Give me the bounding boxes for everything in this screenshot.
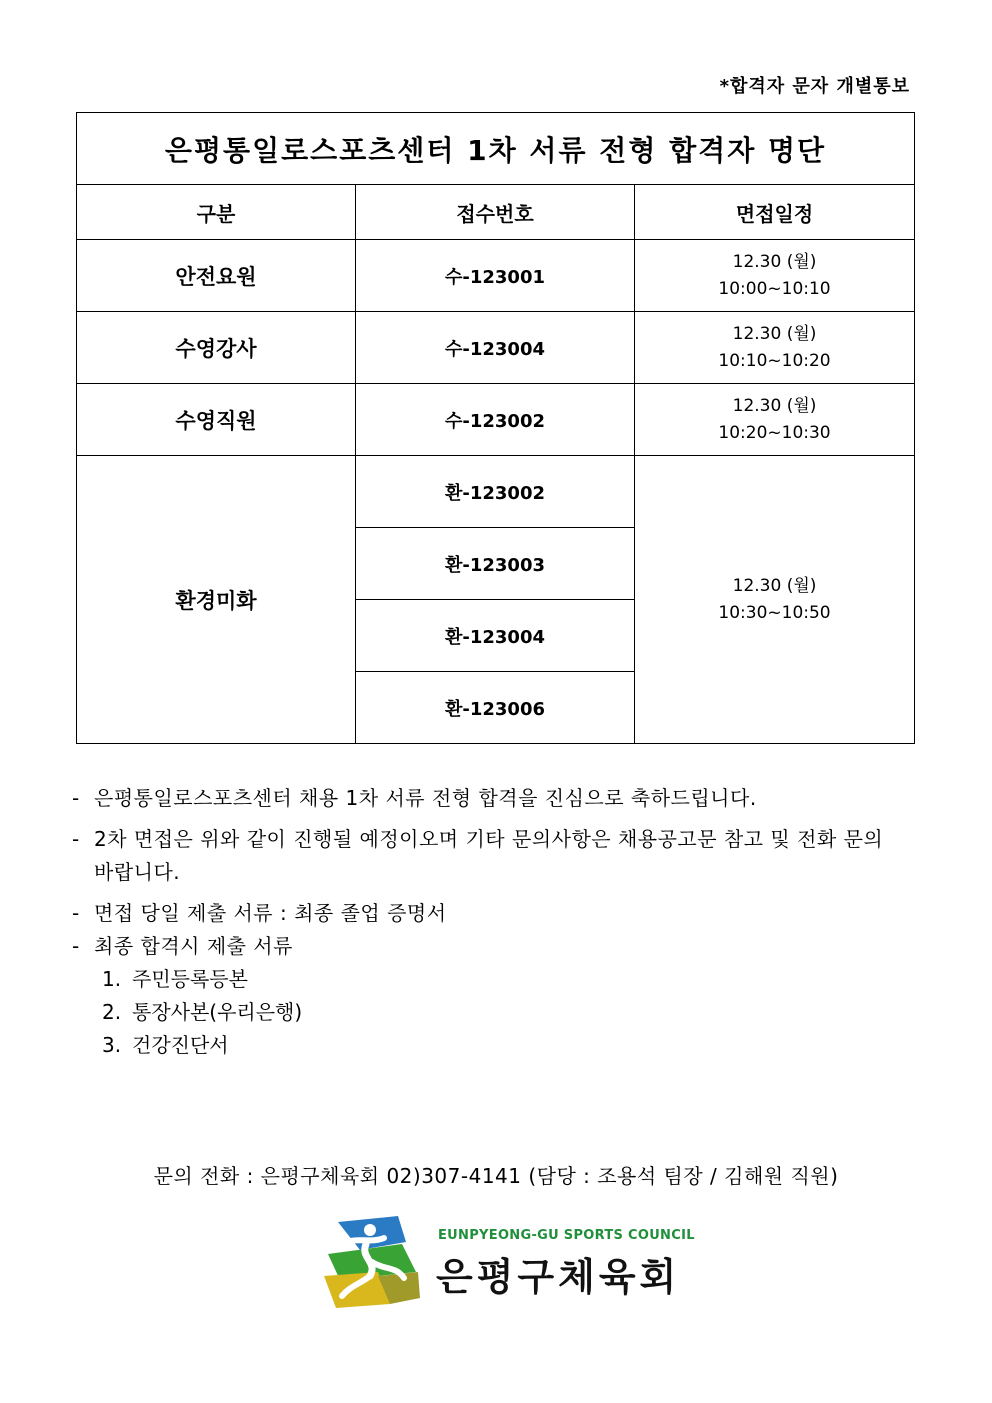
note-dash: - (72, 786, 80, 810)
logo-english: EUNPYEONG-GU SPORTS COUNCIL (438, 1228, 695, 1243)
group-number: 환-123004 (356, 600, 635, 672)
table-title: 은평통일로스포츠센터 1차 서류 전형 합격자 명단 (77, 113, 915, 185)
row-number: 수-123004 (356, 312, 635, 384)
document-number: 1. (102, 967, 122, 991)
documents-list (102, 963, 902, 1062)
schedule-time: 10:10~10:20 (718, 350, 831, 371)
note-text: 은평통일로스포츠센터 채용 1차 서류 전형 합격을 진심으로 축하드립니다. (94, 786, 757, 810)
group-number: 환-123006 (356, 672, 635, 744)
note-item (72, 930, 902, 963)
schedule-date: 12.30 (월) (732, 251, 817, 272)
document-item (102, 963, 902, 996)
row-number: 수-123002 (356, 384, 635, 456)
schedule-time: 10:00~10:10 (718, 278, 831, 299)
group-number: 환-123002 (356, 456, 635, 528)
group-category: 환경미화 (77, 456, 356, 744)
contact-line: 문의 전화 : 은평구체육회 02)307-4141 (담당 : 조용석 팀장 / 김해원 직원) (153, 1164, 839, 1188)
document-text: 주민등록등본 (132, 967, 248, 991)
document-item (102, 996, 902, 1029)
row-schedule (635, 384, 915, 456)
table-row (77, 312, 915, 384)
schedule-date: 12.30 (월) (732, 323, 817, 344)
note-text: 2차 면접은 위와 같이 진행될 예정이오며 기타 문의사항은 채용공고문 참고 및 전화 문의 바랍니다. (94, 827, 884, 884)
runner-emblem-icon (320, 1214, 424, 1310)
row-category: 수영직원 (77, 384, 356, 456)
document-item (102, 1029, 902, 1062)
note-dash: - (72, 901, 80, 925)
note-text: 면접 당일 제출 서류 : 최종 졸업 증명서 (94, 901, 447, 925)
header-number: 접수번호 (356, 185, 635, 240)
document-text: 건강진단서 (132, 1033, 229, 1057)
header-category: 구분 (77, 185, 356, 240)
logo-korean: 은평구체육회 (436, 1255, 681, 1299)
table-row (77, 456, 915, 528)
schedule-date: 12.30 (월) (732, 395, 817, 416)
schedule-time: 10:20~10:30 (718, 422, 831, 443)
note-item (72, 823, 902, 889)
group-schedule (635, 456, 915, 744)
row-schedule (635, 312, 915, 384)
document-text: 통장사본(우리은행) (132, 1000, 303, 1024)
table-row (77, 240, 915, 312)
table-row (77, 384, 915, 456)
council-logo (320, 1212, 695, 1312)
document-number: 2. (102, 1000, 122, 1024)
row-number: 수-123001 (356, 240, 635, 312)
row-category: 안전요원 (77, 240, 356, 312)
roster-table (76, 112, 915, 744)
note-item (72, 897, 902, 930)
note-text: 최종 합격시 제출 서류 (94, 934, 293, 958)
notice-text: *합격자 문자 개별통보 (719, 76, 910, 97)
row-schedule (635, 240, 915, 312)
schedule-date: 12.30 (월) (732, 575, 817, 596)
note-dash: - (72, 934, 80, 958)
header-schedule: 면접일정 (635, 185, 915, 240)
schedule-time: 10:30~10:50 (718, 602, 831, 623)
notes-list (72, 782, 902, 1062)
note-item (72, 782, 902, 815)
row-category: 수영강사 (77, 312, 356, 384)
note-dash: - (72, 827, 80, 851)
document-number: 3. (102, 1033, 122, 1057)
group-number: 환-123003 (356, 528, 635, 600)
